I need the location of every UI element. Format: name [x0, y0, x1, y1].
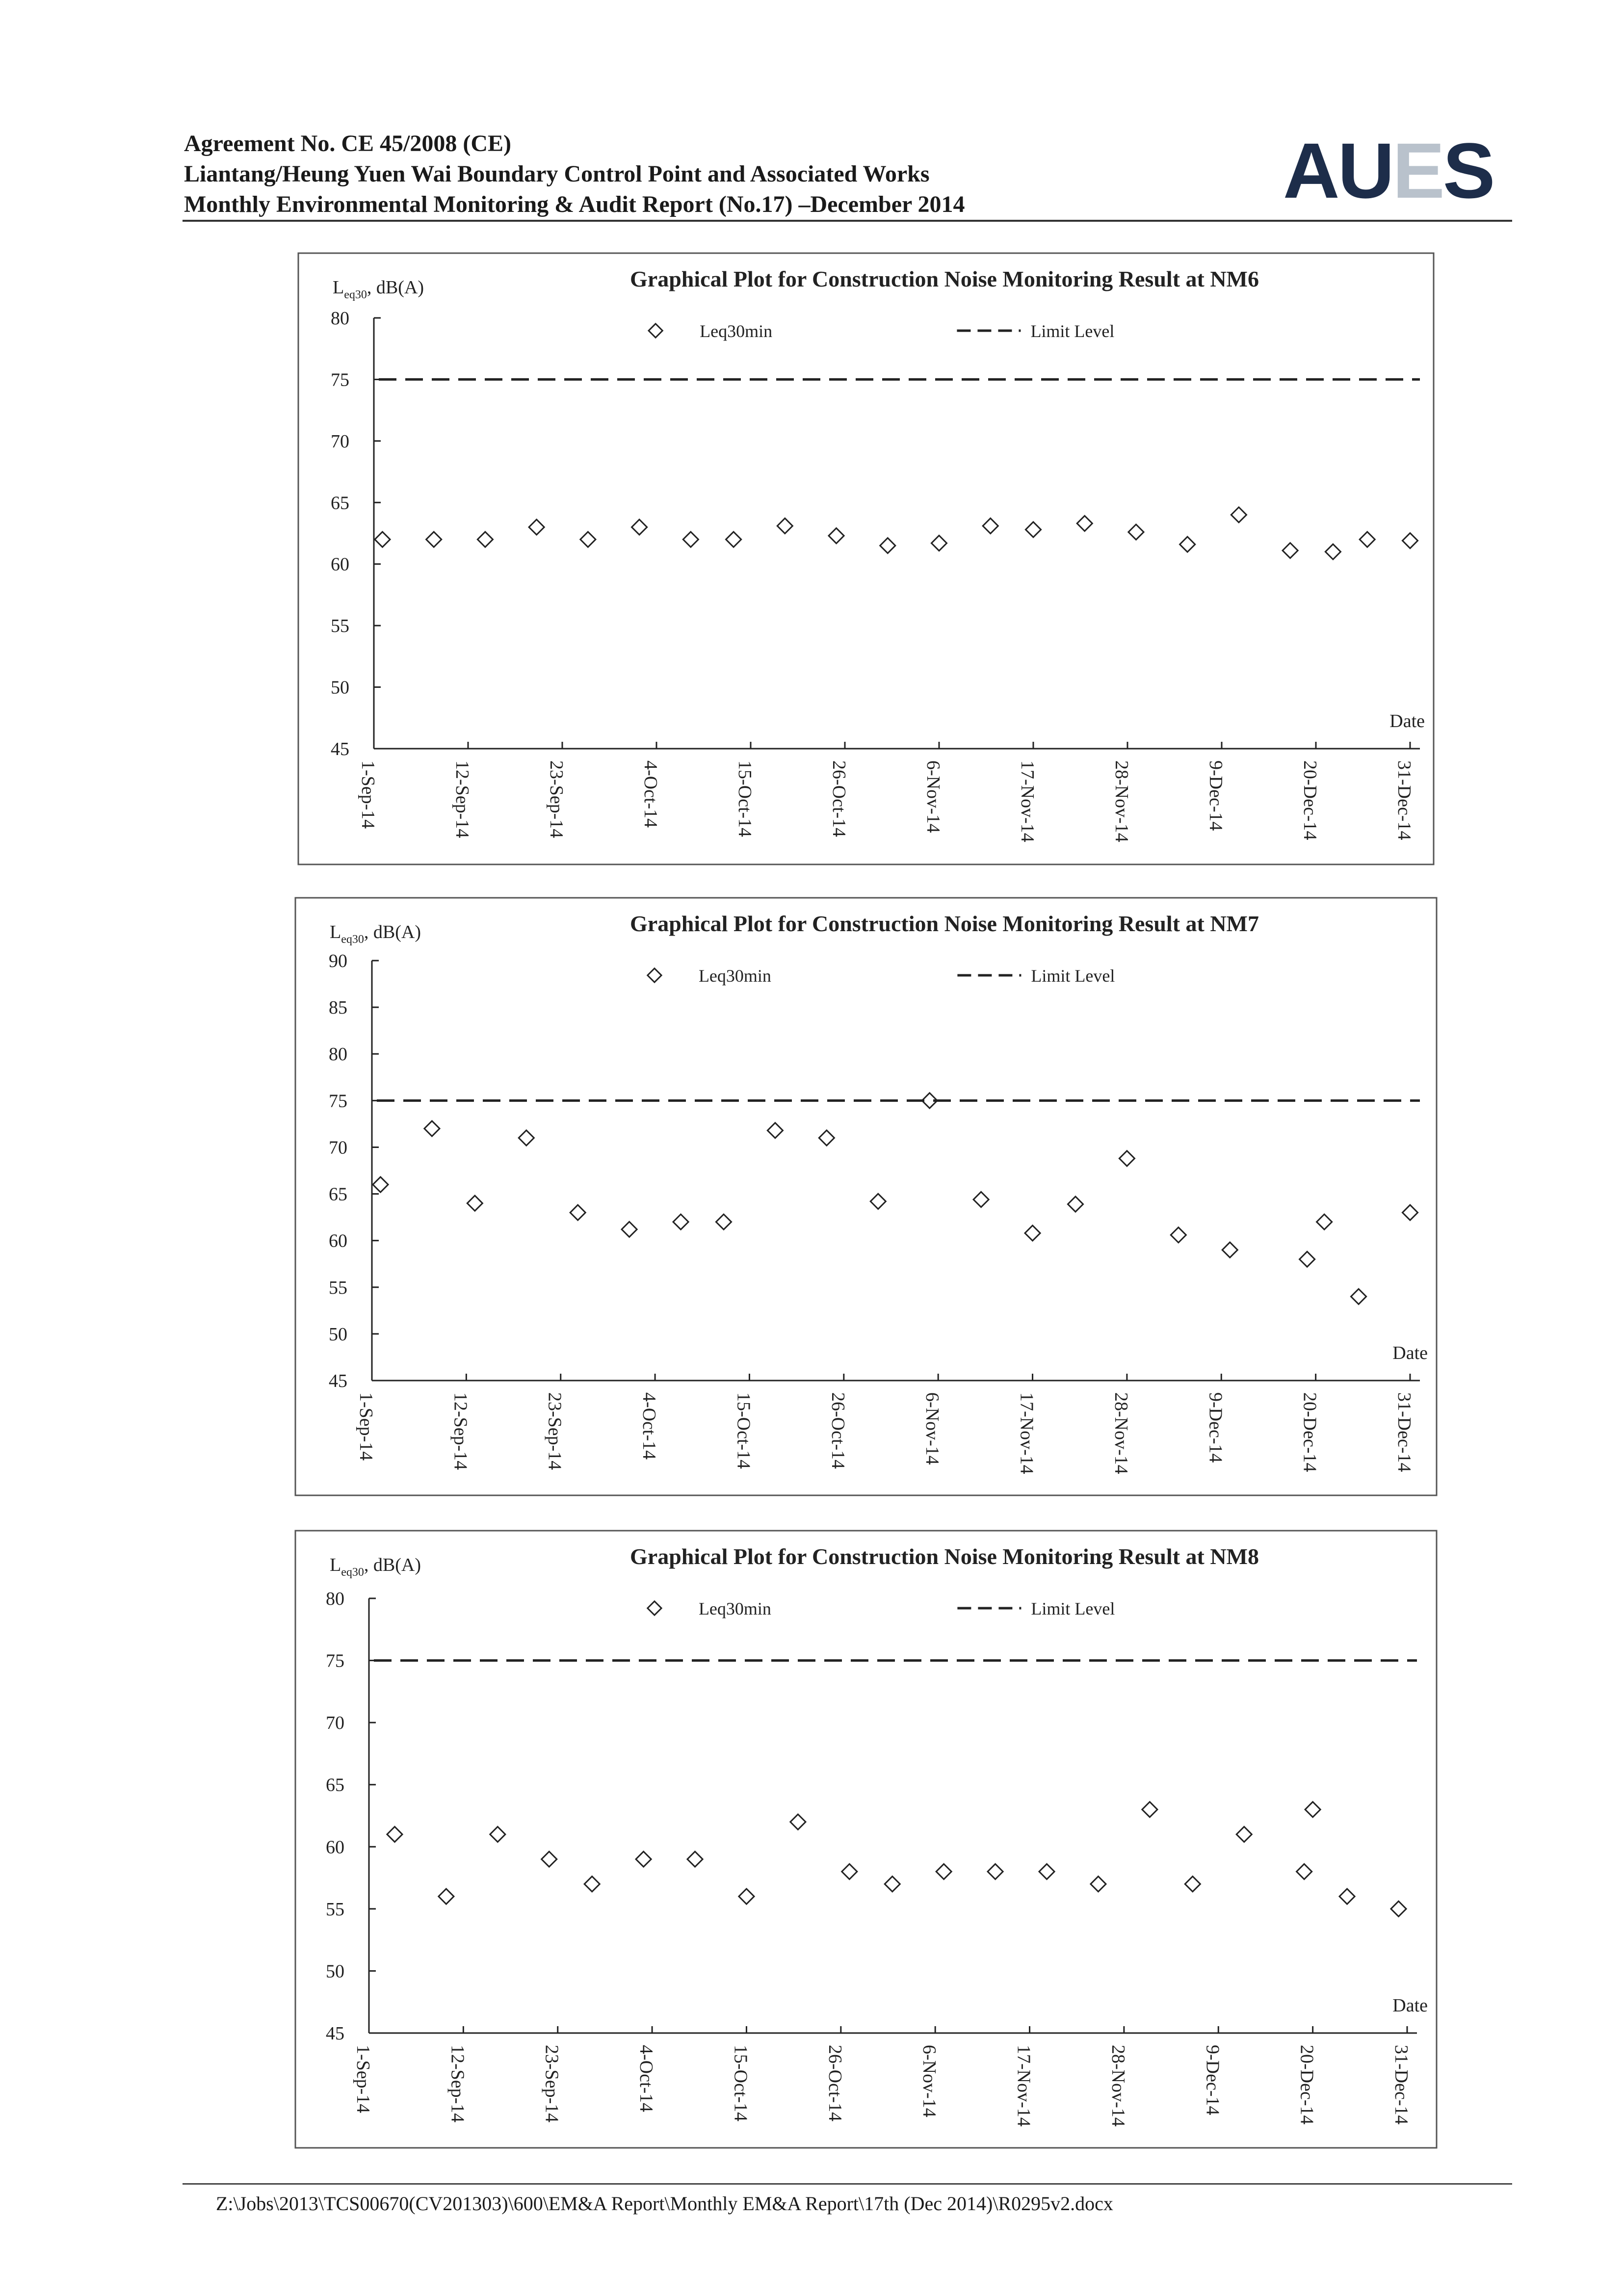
footer-rule [183, 2183, 1512, 2185]
data-point [819, 1130, 834, 1146]
x-tick-label: 12-Sep-14 [447, 2045, 468, 2123]
chart-title: Graphical Plot for Construction Noise Monitoring Result at NM7 [630, 911, 1259, 936]
y-tick-label: 85 [329, 997, 347, 1018]
chart-svg [294, 1530, 1438, 2149]
header-rule [183, 220, 1512, 222]
y-tick-label: 50 [331, 677, 349, 698]
data-point [1351, 1289, 1366, 1304]
legend-label-limit-level: Limit Level [1031, 966, 1115, 986]
chart-nm6 [297, 252, 1435, 865]
data-point [973, 1192, 989, 1207]
data-point [1142, 1802, 1157, 1817]
data-point [636, 1852, 651, 1867]
y-label-main: L [330, 922, 341, 942]
data-point [1025, 1226, 1040, 1241]
data-point [622, 1222, 637, 1237]
legend-marker [648, 1601, 661, 1615]
data-point [570, 1205, 585, 1220]
chart-title: Graphical Plot for Construction Noise Monitoring Result at NM6 [630, 266, 1259, 291]
data-point [477, 532, 493, 547]
x-tick-label: 1-Sep-14 [353, 2045, 373, 2113]
data-point [1317, 1214, 1332, 1229]
data-point [870, 1194, 886, 1209]
y-tick-label: 70 [331, 431, 349, 452]
data-point [1305, 1802, 1320, 1817]
x-tick-label: 9-Dec-14 [1205, 760, 1226, 831]
data-point [424, 1121, 440, 1136]
x-tick-label: 17-Nov-14 [1017, 760, 1038, 842]
x-tick-label: 20-Dec-14 [1300, 760, 1320, 840]
y-label-subscript: eq30 [341, 933, 364, 946]
chart-nm7 [294, 897, 1438, 1496]
data-point [1091, 1877, 1106, 1892]
y-tick-label: 45 [329, 1371, 347, 1391]
x-tick-label: 28-Nov-14 [1107, 2045, 1128, 2127]
y-tick-label: 55 [331, 616, 349, 637]
data-point [1360, 532, 1375, 547]
data-point [1025, 522, 1041, 537]
data-point [439, 1889, 454, 1904]
data-point [1039, 1864, 1054, 1879]
data-point [936, 1864, 951, 1879]
footer-file-path: Z:\Jobs\2013\TCS00670(CV201303)\600\EM&A Report\Monthly EM&A Report\17th (Dec 2014)\R0295v2.docx [216, 2192, 1113, 2215]
data-point [529, 520, 544, 535]
legend-label-leq30min: Leq30min [698, 1599, 771, 1618]
x-tick-label: 1-Sep-14 [356, 1392, 376, 1461]
data-point [387, 1826, 402, 1842]
legend-label-leq30min: Leq30min [698, 966, 771, 986]
y-tick-label: 55 [329, 1277, 347, 1298]
x-tick-label: 20-Dec-14 [1299, 1392, 1320, 1472]
x-tick-label: 23-Sep-14 [541, 2045, 562, 2123]
data-point [584, 1877, 600, 1892]
x-tick-label: 31-Dec-14 [1394, 1392, 1414, 1472]
data-point [726, 532, 741, 547]
data-point [542, 1852, 557, 1867]
y-tick-label: 70 [326, 1713, 344, 1734]
data-point [687, 1852, 703, 1867]
report-title: Monthly Environmental Monitoring & Audit Report (No.17) –December 2014 [184, 191, 965, 217]
data-point [373, 1177, 388, 1192]
x-tick-label: 12-Sep-14 [450, 1392, 471, 1470]
x-tick-label: 6-Nov-14 [922, 1392, 943, 1465]
data-point [1185, 1877, 1200, 1892]
x-tick-label: 4-Oct-14 [640, 760, 661, 828]
y-label-unit: , dB(A) [364, 922, 421, 942]
x-tick-label: 9-Dec-14 [1202, 2045, 1223, 2115]
x-tick-label: 4-Oct-14 [639, 1392, 660, 1460]
data-point [1325, 544, 1340, 559]
chart-svg [294, 897, 1438, 1496]
y-tick-label: 60 [329, 1230, 347, 1252]
data-point [885, 1877, 900, 1892]
legend-marker [648, 968, 661, 982]
y-tick-label: 55 [326, 1899, 344, 1920]
data-point [1391, 1901, 1406, 1916]
legend-label-limit-level: Limit Level [1031, 1599, 1115, 1618]
x-tick-label: 6-Nov-14 [919, 2045, 940, 2117]
y-tick-label: 75 [329, 1091, 347, 1112]
y-tick-label: 60 [331, 554, 349, 575]
y-label-unit: , dB(A) [367, 277, 424, 298]
y-tick-label: 70 [329, 1137, 347, 1158]
y-label-subscript: eq30 [341, 1566, 364, 1579]
y-tick-label: 65 [326, 1774, 344, 1796]
y-axis-label [333, 277, 424, 301]
chart-nm8 [294, 1530, 1438, 2149]
data-point [632, 520, 647, 535]
y-tick-label: 60 [326, 1837, 344, 1858]
project-title: Liantang/Heung Yuen Wai Boundary Control Point and Associated Works [184, 161, 930, 187]
data-point [880, 538, 895, 553]
y-tick-label: 50 [329, 1324, 347, 1345]
x-tick-label: 4-Oct-14 [636, 2045, 657, 2113]
data-point [1300, 1252, 1315, 1267]
data-point [375, 532, 390, 547]
x-tick-label: 23-Sep-14 [546, 760, 567, 838]
data-point [519, 1130, 534, 1146]
data-point [739, 1889, 754, 1904]
data-point [490, 1826, 505, 1842]
data-point [1339, 1889, 1355, 1904]
y-label-main: L [333, 277, 344, 298]
x-tick-label: 15-Oct-14 [734, 760, 755, 837]
y-label-unit: , dB(A) [364, 1555, 421, 1575]
x-tick-label: 31-Dec-14 [1391, 2045, 1412, 2125]
x-axis-label: Date [1392, 1343, 1428, 1363]
data-point [1077, 516, 1092, 531]
logo-part-e: E [1392, 127, 1443, 214]
data-point [1231, 507, 1246, 522]
x-tick-label: 12-Sep-14 [452, 760, 472, 838]
x-tick-label: 15-Oct-14 [730, 2045, 751, 2122]
data-point [673, 1214, 688, 1229]
y-tick-label: 80 [329, 1044, 347, 1065]
y-axis-label [330, 1555, 421, 1579]
y-tick-label: 75 [331, 369, 349, 391]
x-tick-label: 26-Oct-14 [827, 1392, 848, 1469]
x-axis-label: Date [1392, 1995, 1428, 2016]
data-point [1222, 1242, 1237, 1257]
data-point [1180, 537, 1195, 552]
x-tick-label: 15-Oct-14 [733, 1392, 754, 1469]
y-tick-label: 50 [326, 1961, 344, 1982]
x-tick-label: 31-Dec-14 [1394, 760, 1414, 840]
legend-label-limit-level: Limit Level [1030, 321, 1115, 341]
data-point [1119, 1151, 1134, 1166]
x-tick-label: 17-Nov-14 [1016, 1392, 1037, 1474]
y-label-subscript: eq30 [344, 288, 367, 301]
data-point [767, 1123, 783, 1138]
data-point [1283, 543, 1298, 558]
legend-marker [649, 324, 662, 338]
x-tick-label: 1-Sep-14 [358, 760, 378, 829]
y-tick-label: 75 [326, 1650, 344, 1671]
data-point [829, 528, 844, 543]
data-point [988, 1864, 1003, 1879]
data-point [777, 518, 792, 533]
data-point [1402, 1205, 1417, 1220]
y-tick-label: 65 [329, 1184, 347, 1205]
data-point [1236, 1826, 1252, 1842]
logo-part-s: S [1442, 127, 1493, 214]
data-point [683, 532, 698, 547]
y-tick-label: 65 [331, 493, 349, 514]
data-point [467, 1196, 482, 1211]
data-point [426, 532, 442, 547]
y-label-main: L [330, 1555, 341, 1575]
x-tick-label: 28-Nov-14 [1110, 1392, 1131, 1474]
chart-svg [297, 252, 1435, 865]
data-point [1068, 1197, 1083, 1212]
agreement-number: Agreement No. CE 45/2008 (CE) [184, 130, 512, 157]
x-tick-label: 26-Oct-14 [829, 760, 849, 837]
x-tick-label: 17-Nov-14 [1013, 2045, 1034, 2127]
chart-title: Graphical Plot for Construction Noise Monitoring Result at NM8 [630, 1544, 1259, 1569]
data-point [1128, 524, 1144, 540]
x-tick-label: 23-Sep-14 [544, 1392, 565, 1470]
data-point [931, 536, 946, 551]
data-point [1171, 1227, 1186, 1243]
data-point [842, 1864, 857, 1879]
x-tick-label: 9-Dec-14 [1205, 1392, 1226, 1463]
y-tick-label: 80 [326, 1589, 344, 1609]
data-point [1402, 533, 1417, 548]
y-tick-label: 80 [331, 308, 349, 329]
data-point [790, 1814, 806, 1829]
y-tick-label: 90 [329, 951, 347, 971]
x-tick-label: 20-Dec-14 [1296, 2045, 1317, 2125]
logo-part-au: AU [1283, 127, 1393, 214]
x-tick-label: 26-Oct-14 [824, 2045, 845, 2122]
y-tick-label: 45 [331, 739, 349, 759]
aues-logo [1283, 127, 1493, 214]
x-axis-label: Date [1389, 711, 1425, 731]
data-point [716, 1214, 731, 1229]
legend-label-leq30min: Leq30min [700, 321, 773, 341]
y-tick-label: 45 [326, 2023, 344, 2044]
data-point [1297, 1864, 1312, 1879]
data-point [580, 532, 596, 547]
y-axis-label [330, 922, 421, 946]
data-point [983, 518, 998, 533]
x-tick-label: 6-Nov-14 [923, 760, 943, 833]
x-tick-label: 28-Nov-14 [1111, 760, 1132, 842]
